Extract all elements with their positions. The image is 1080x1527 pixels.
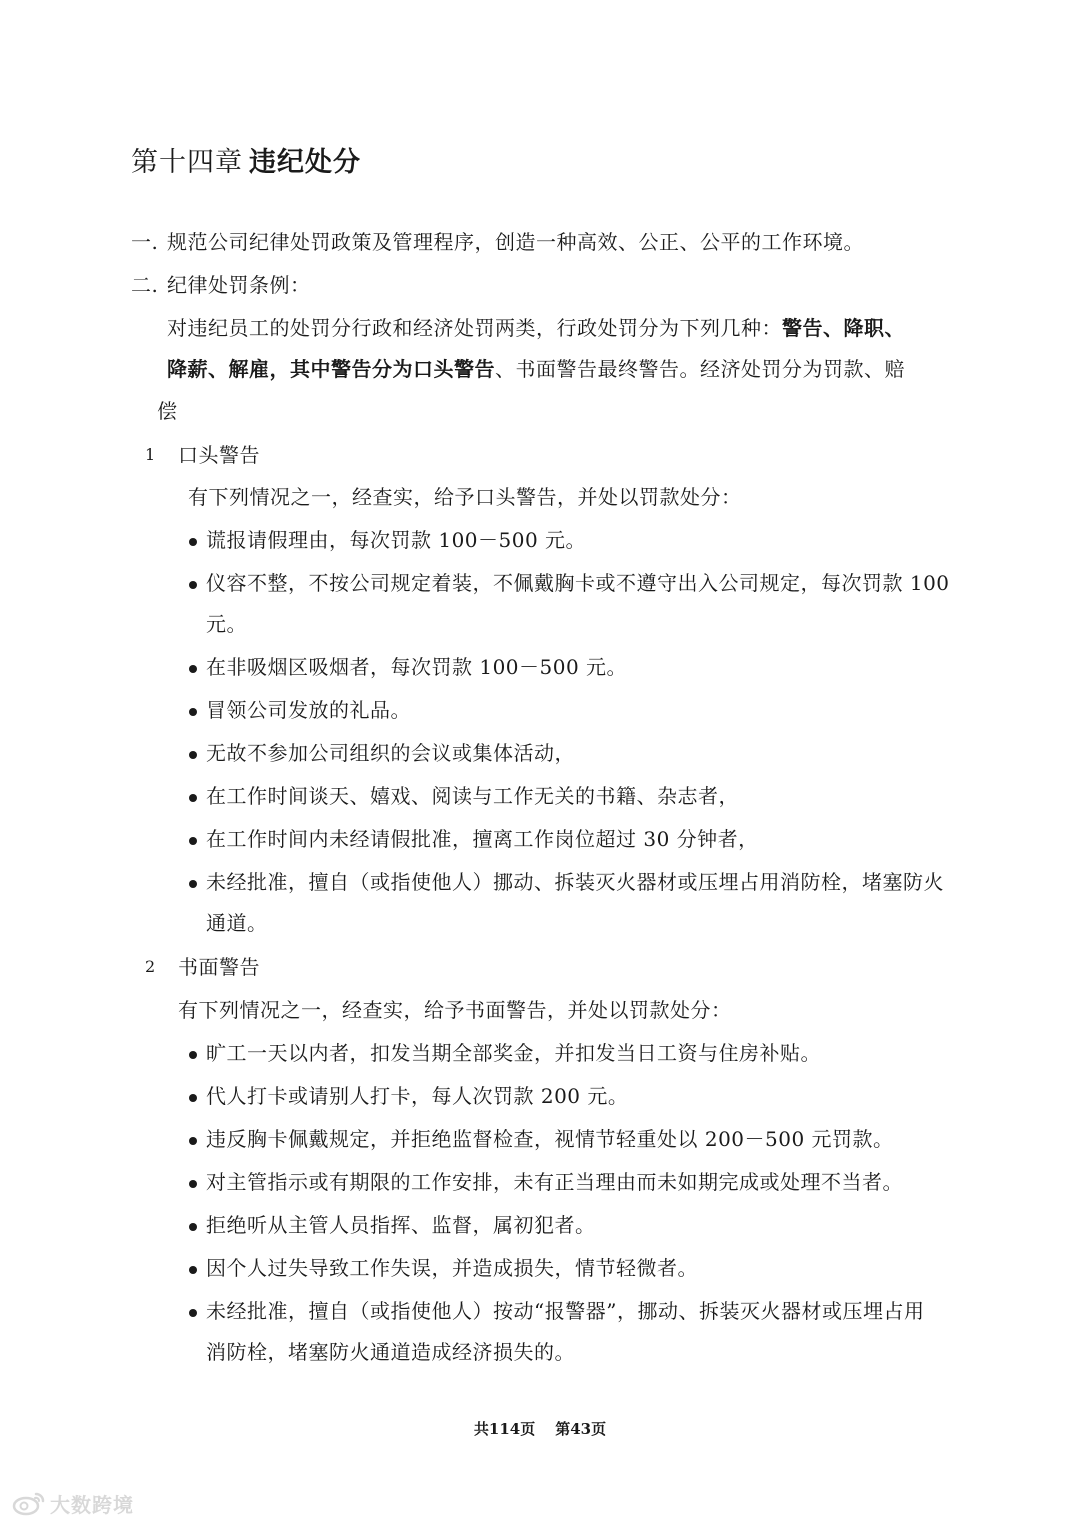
bullet-icon (189, 1223, 197, 1231)
bullet-icon (189, 1137, 197, 1145)
intro-line-1-text: 对违纪员工的处罚分行政和经济处罚两类，行政处罚分为下列几种： (167, 316, 782, 340)
section-2-bullet-1: 旷工一天以内者，扣发当期全部奖金，并扣发当日工资与住房补贴。 (206, 1041, 821, 1065)
page-footer (0, 1418, 1080, 1440)
item-two-number: 二. (131, 273, 159, 297)
section-2-lead: 有下列情况之一，经查实，给予书面警告，并处以罚款处分： (178, 998, 732, 1022)
bullet-icon (189, 538, 197, 546)
section-2-bullet-5: 拒绝听从主管人员指挥、监督，属初犯者。 (206, 1213, 596, 1237)
bullet-icon (189, 1266, 197, 1274)
section-2-bullet-7: 未经批准，擅自（或指使他人）按动“报警器”，挪动、拆装灭火器材或压埋占用 (206, 1299, 925, 1323)
section-1-bullet-5: 无故不参加公司组织的会议或集体活动， (206, 741, 575, 765)
section-1-bullet-6: 在工作时间谈天、嬉戏、阅读与工作无关的书籍、杂志者， (206, 784, 739, 808)
bullet-icon (189, 581, 197, 589)
total-pages: 共114页 (473, 1420, 536, 1438)
bullet-icon (189, 1094, 197, 1102)
section-2-bullet-7-cont: 消防栓，堵塞防火通道造成经济损失的。 (206, 1340, 575, 1364)
section-2-number: 2 (145, 957, 156, 976)
section-1-bullet-2-cont: 元。 (206, 612, 247, 636)
intro-line-3: 偿 (157, 399, 178, 423)
bullet-icon (189, 880, 197, 888)
section-1-number: 1 (145, 445, 156, 464)
section-1-bullet-1: 谎报请假理由，每次罚款 100－500 元。 (206, 528, 587, 552)
bullet-icon (189, 1051, 197, 1059)
section-1-bullet-2: 仪容不整，不按公司规定着装，不佩戴胸卡或不遵守出入公司规定，每次罚款 100 (206, 571, 950, 595)
section-1-lead: 有下列情况之一，经查实，给予口头警告，并处以罚款处分： (188, 485, 742, 509)
bullet-icon (189, 665, 197, 673)
section-2-bullet-3: 违反胸卡佩戴规定，并拒绝监督检查，视情节轻重处以 200－500 元罚款。 (206, 1127, 894, 1151)
current-page: 第43页 (555, 1420, 607, 1438)
intro-line-2 (167, 354, 905, 384)
section-2-bullet-2: 代人打卡或请别人打卡，每人次罚款 200 元。 (206, 1084, 629, 1108)
bullet-icon (189, 1180, 197, 1188)
section-1-bullet-8: 未经批准，擅自（或指使他人）挪动、拆装灭火器材或压埋占用消防栓，堵塞防火 (206, 870, 944, 894)
intro-line-2-bold: 降薪、解雇，其中警告分为口头警告 (167, 357, 495, 381)
bullet-icon (189, 794, 197, 802)
section-2-bullet-4: 对主管指示或有期限的工作安排，未有正当理由而未如期完成或处理不当者。 (206, 1170, 903, 1194)
section-2-title: 书面警告 (178, 955, 260, 979)
item-two-text: 纪律处罚条例： (167, 273, 311, 297)
item-one (131, 227, 158, 257)
item-one-number: 一. (131, 230, 159, 254)
intro-line-2-text: 、书面警告最终警告。经济处罚分为罚款、赔 (495, 357, 905, 381)
item-one-text: 规范公司纪律处罚政策及管理程序，创造一种高效、公正、公平的工作环境。 (167, 230, 864, 254)
chapter-title (131, 143, 361, 183)
section-1-bullet-7: 在工作时间内未经请假批准，擅离工作岗位超过 30 分钟者， (206, 827, 759, 851)
bullet-icon (189, 1309, 197, 1317)
weibo-logo-icon (12, 1490, 46, 1516)
section-2-bullet-6: 因个人过失导致工作失误，并造成损失，情节轻微者。 (206, 1256, 698, 1280)
section-1-bullet-8-cont: 通道。 (206, 911, 268, 935)
watermark-text: 大数跨境 (50, 1492, 134, 1517)
bullet-icon (189, 708, 197, 716)
bullet-icon (189, 751, 197, 759)
intro-line-1-bold: 警告、降职、 (782, 316, 905, 340)
section-1-title: 口头警告 (178, 443, 260, 467)
section-1-bullet-3: 在非吸烟区吸烟者，每次罚款 100－500 元。 (206, 655, 628, 679)
chapter-number: 第十四章 (131, 147, 243, 178)
intro-line-1 (167, 313, 905, 343)
bullet-icon (189, 837, 197, 845)
watermark (12, 1488, 134, 1518)
section-1-bullet-4: 冒领公司发放的礼品。 (206, 698, 411, 722)
chapter-name: 违纪处分 (249, 147, 361, 178)
